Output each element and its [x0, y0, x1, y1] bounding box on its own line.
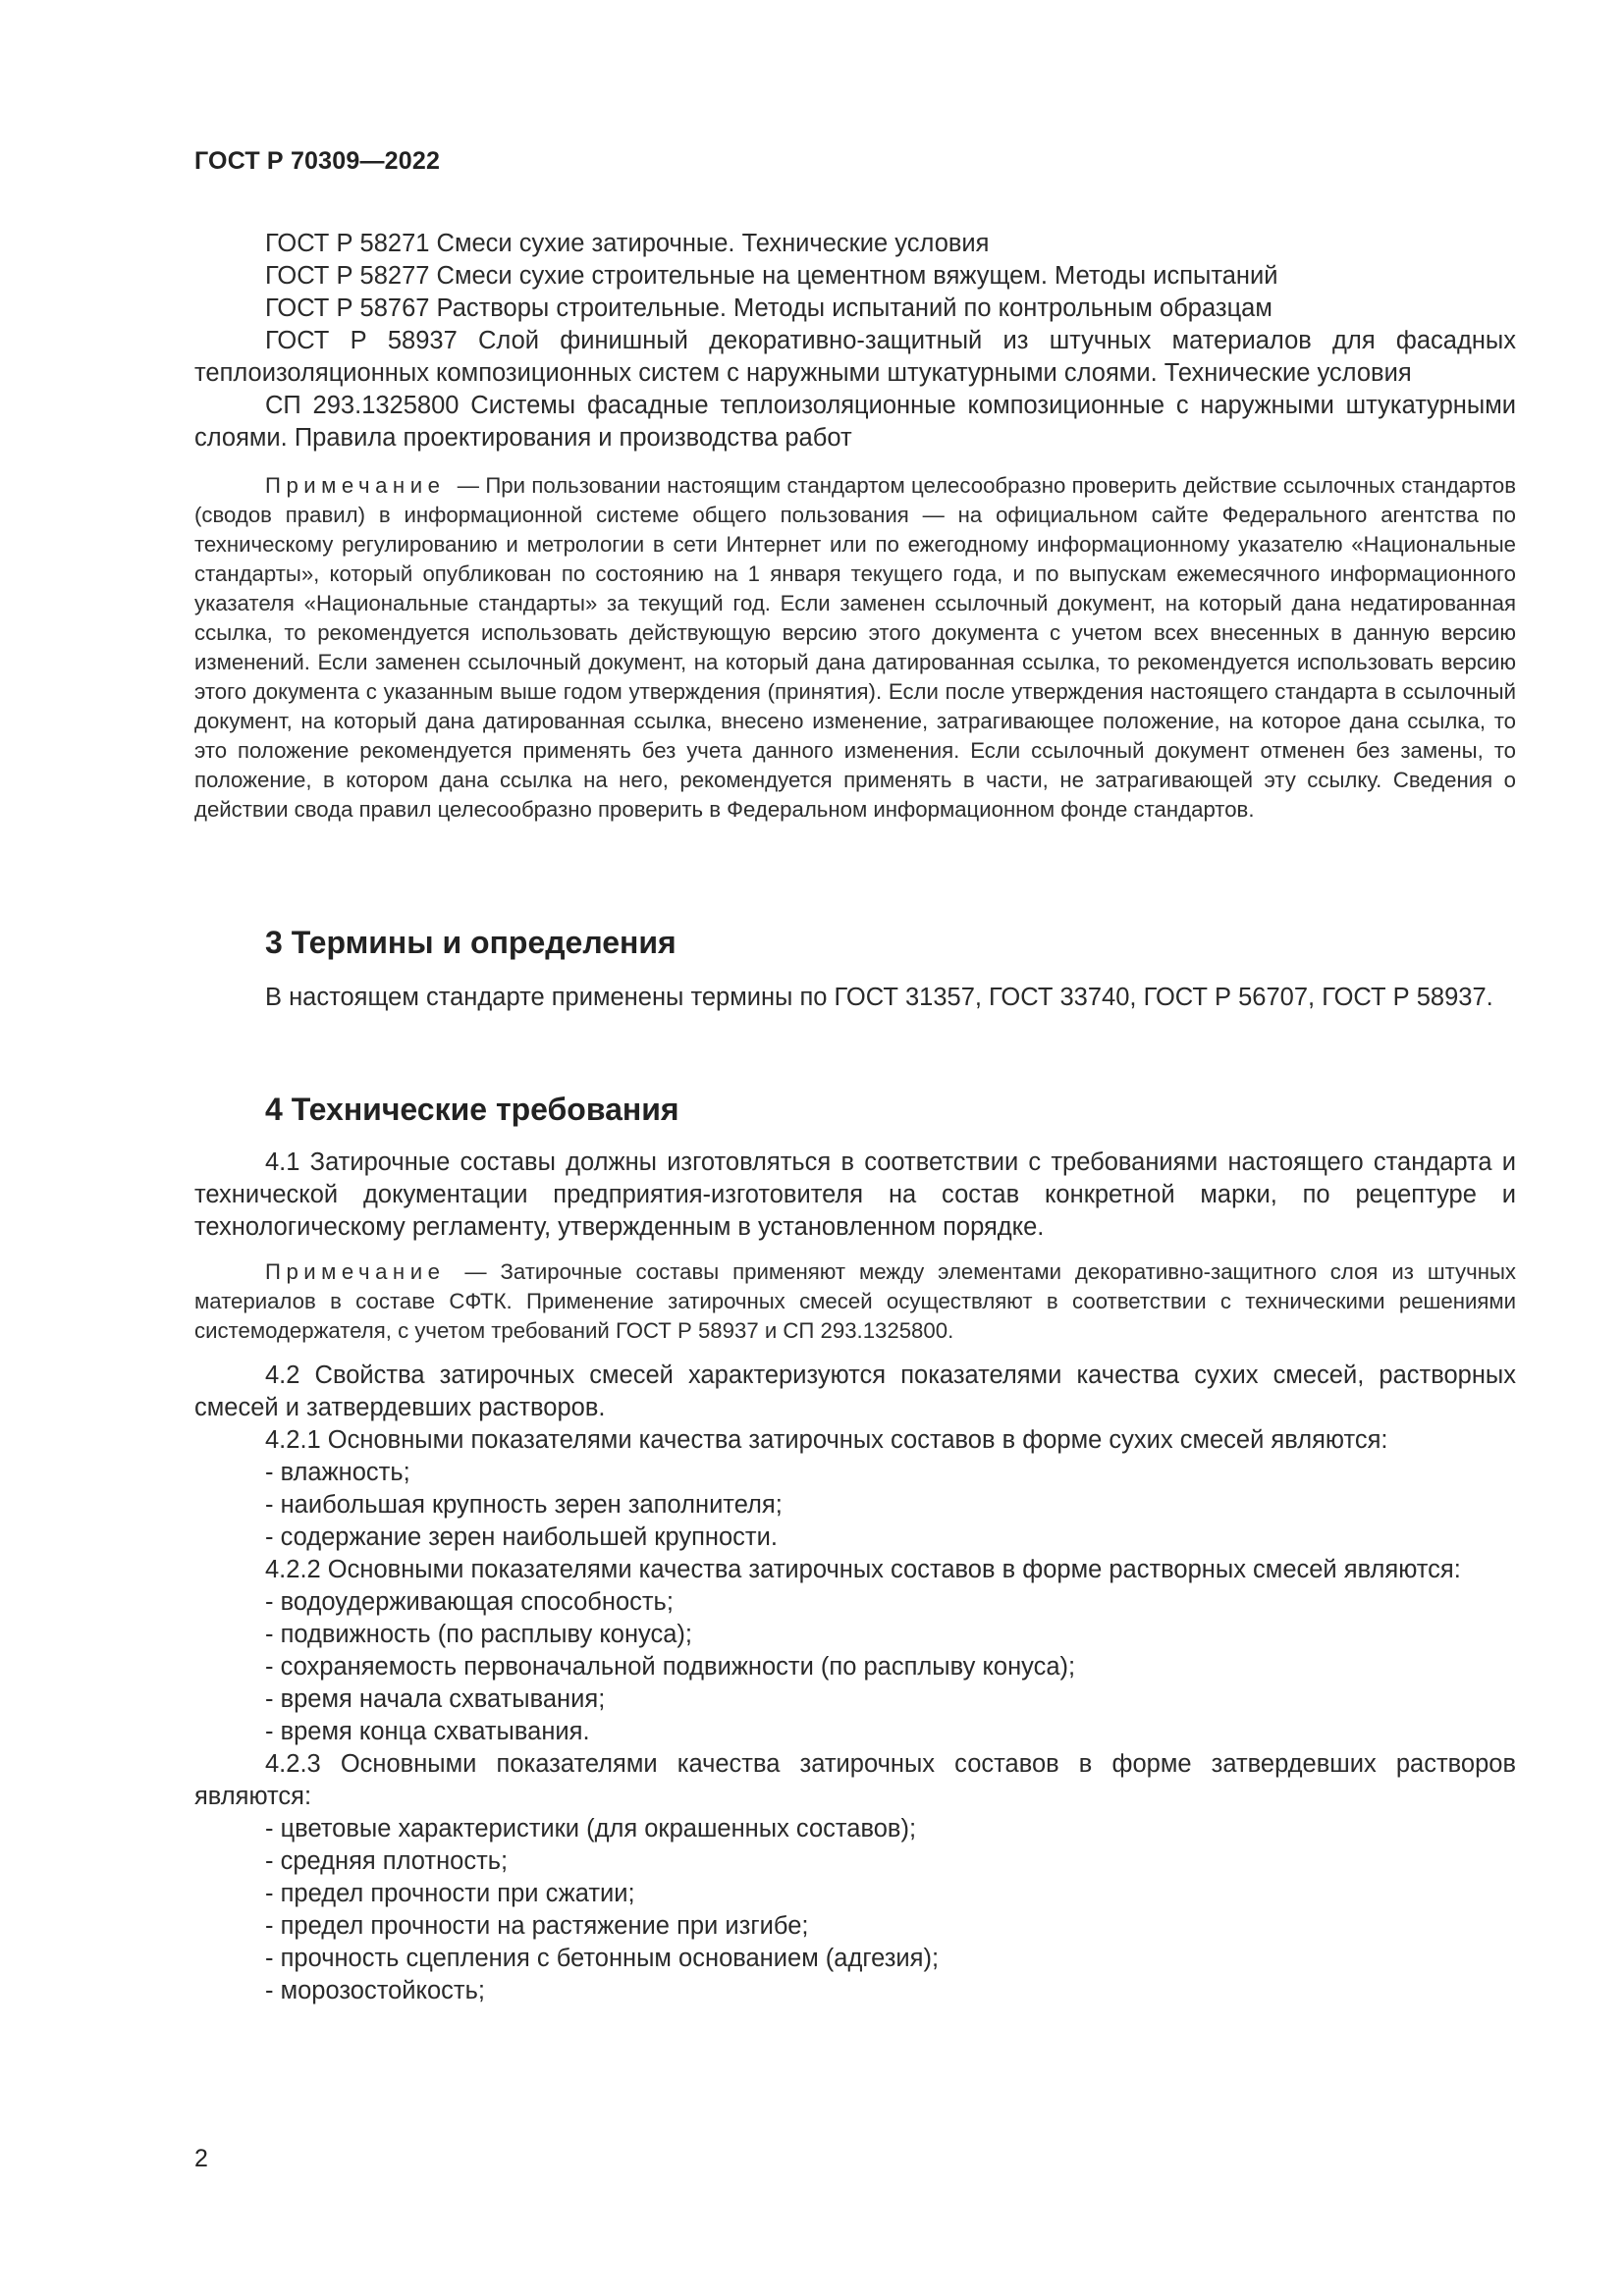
list-item: - сохраняемость первоначальной подвижности (по расплыву конуса); [265, 1653, 1076, 1681]
references-list [194, 228, 1516, 454]
list-item: - водоудерживающая способность; [265, 1588, 674, 1616]
clause-4-2: 4.2 Свойства затирочных смесей характеризуются показателями качества сухих смесей, растворных смесей и затвердевших растворов. [194, 1362, 1516, 1421]
list-item: - содержание зерен наибольшей крупности. [265, 1523, 778, 1551]
section-4-body [194, 1147, 1516, 2007]
section-3-body [194, 982, 1516, 1014]
reference-item: ГОСТ Р 58937 Слой финишный декоративно-защитный из штучных материалов для фасадных теплоизоляционных композиционных систем с наружными штукатурными слоями. Технические условия [194, 327, 1516, 387]
reference-item: СП 293.1325800 Системы фасадные теплоизоляционные композиционные с наружными штукатурными слоями. Правила проектирования и производства работ [194, 392, 1516, 452]
list-item: - цветовые характеристики (для окрашенных составов); [265, 1815, 917, 1842]
clause-4-1: 4.1 Затирочные составы должны изготовляться в соответствии с требованиями настоящего стандарта и технической документации предприятия-изготовителя на состав конкретной марки, по рецептуре и технологическому регламенту, утвержденным в установленном порядке. [194, 1148, 1516, 1241]
reference-item: ГОСТ Р 58277 Смеси сухие строительные на цементном вяжущем. Методы испытаний [265, 262, 1278, 290]
list-item: - время начала схватывания; [265, 1685, 606, 1713]
note-block [194, 471, 1516, 825]
note-label: Примечание [265, 1259, 446, 1284]
list-item: - средняя плотность; [265, 1847, 509, 1875]
section-title: 3 Термины и определения [265, 925, 677, 960]
list-item: - подвижность (по расплыву конуса); [265, 1621, 692, 1648]
clause-4-2-3: 4.2.3 Основными показателями качества затирочных составов в форме затвердевших растворов являются: [194, 1750, 1516, 1810]
list-item: - морозостойкость; [265, 1977, 485, 2004]
list-item: - время конца схватывания. [265, 1718, 590, 1745]
page-number: 2 [194, 2145, 208, 2172]
section-title: 4 Технические требования [265, 1092, 679, 1127]
note-paragraph [194, 1257, 1516, 1346]
clause-4-2-1: 4.2.1 Основными показателями качества затирочных составов в форме сухих смесей являются: [265, 1426, 1388, 1454]
reference-item: ГОСТ Р 58271 Смеси сухие затирочные. Технические условия [265, 230, 990, 257]
note-label: Примечание [265, 473, 446, 498]
reference-item: ГОСТ Р 58767 Растворы строительные. Методы испытаний по контрольным образцам [265, 294, 1272, 322]
section-paragraph: В настоящем стандарте применены термины по ГОСТ 31357, ГОСТ 33740, ГОСТ Р 56707, ГОСТ Р 58937. [265, 984, 1493, 1011]
note-text: — При пользовании настоящим стандартом целесообразно проверить действие ссылочных стандартов (сводов правил) в информационной системе общего пользования — на официальном сайте Федерального агентства по техническому регулированию и метрологии в сети Интернет или по ежегодному информационному указателю «Национальные стандарты», который опубликован по состоянию на 1 января текущего года, и по выпускам ежемесячного информационного указателя «Национальные стандарты» за текущий год. Если заменен ссылочный документ, на который дана недатированная ссылка, то рекомендуется использовать действующую версию этого документа с учетом всех внесенных в данную версию изменений. Если заменен ссылочный документ, на который дана датированная ссылка, то рекомендуется использовать версию этого документа с указанным выше годом утверждения (принятия). Если после утверждения настоящего стандарта в ссылочный документ, на который дана датированная ссылка, внесено изменение, затрагивающее положение, на которое дана ссылка, то это положение рекомендуется применять без учета данного изменения. Если ссылочный документ отменен без замены, то положение, в котором дана ссылка на него, рекомендуется применять в части, не затрагивающей эту ссылку. Сведения о действии свода правил целесообразно проверить в Федеральном информационном фонде стандартов. [194, 473, 1516, 822]
standard-code: ГОСТ Р 70309—2022 [194, 147, 441, 175]
section-4-heading [194, 1092, 1516, 1128]
list-item: - предел прочности при сжатии; [265, 1880, 635, 1907]
clause-4-2-2: 4.2.2 Основными показателями качества затирочных составов в форме растворных смесей являются: [265, 1556, 1461, 1583]
note-paragraph [194, 471, 1516, 825]
list-item: - предел прочности на растяжение при изгибе; [265, 1912, 809, 1940]
list-item: - влажность; [265, 1459, 410, 1486]
section-3-heading [194, 925, 1516, 961]
list-item: - прочность сцепления с бетонным основанием (адгезия); [265, 1945, 940, 1972]
note-text: — Затирочные составы применяют между элементами декоративно-защитного слоя из штучных материалов в составе СФТК. Применение затирочных смесей осуществляют в соответствии с техническими решениями системодержателя, с учетом требований ГОСТ Р 58937 и СП 293.1325800. [194, 1259, 1516, 1343]
list-item: - наибольшая крупность зерен заполнителя; [265, 1491, 783, 1519]
